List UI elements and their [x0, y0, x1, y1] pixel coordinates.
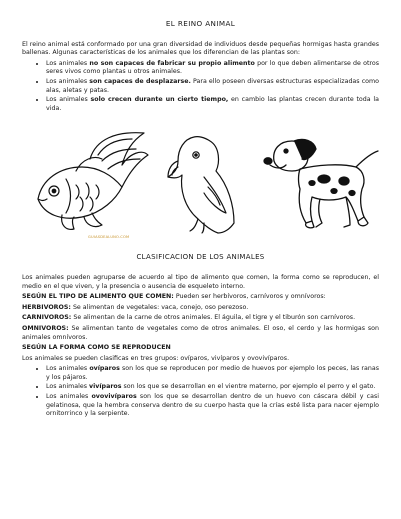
text-segment: Los animales [46, 96, 91, 104]
text-segment: por lo que deben alimentarse de otros seres vivos como plantas u otros animales. [46, 59, 380, 76]
food-type-text: Se alimentan tanto de vegetales como de otros animales. El oso, el cerdo y las hormigas son animales omnívoros. [22, 324, 379, 341]
food-type-label: OMNIVOROS: [22, 324, 69, 332]
animal-illustrations [22, 125, 379, 243]
text-segment: Para ello poseen diversas estructuras especializadas como alas, aletas y patas. [46, 77, 379, 94]
text-segment: son los que se desarrollan dentro de un huevo con cáscara débil y casi gelatinosa, que la hembra conserva dentro de su cuerpo hasta que la crías esté lista para nacer ejemplo ornitorrinco y la serpiente. [46, 393, 379, 418]
reproduction-item [46, 365, 379, 382]
reproduction-list [22, 365, 379, 419]
reproduction-heading: SEGÚN LA FORMA COMO SE REPRODUCEN [22, 344, 171, 352]
food-type-text: Se alimentan de vegetales: vaca, conejo, oso perezoso. [70, 303, 249, 311]
food-type-omnivoros [22, 325, 379, 342]
text-segment: en cambio las plantas crecen durante toda la vida. [46, 96, 379, 112]
text-segment: Los animales [46, 59, 90, 67]
text-segment: Los animales [46, 365, 90, 373]
food-type-text: Se alimentan de la carne de otros animales. El águila, el tigre y el tiburón son carnívoros. [71, 314, 356, 322]
bold-segment: son capaces de desplazarse. [89, 77, 191, 85]
text-segment: son los que se reproducen por medio de huevos por ejemplo los peces, las ranas y los pájaros. [46, 365, 379, 381]
bold-segment: ovovivíparos [91, 393, 137, 401]
food-text: Pueden ser herbívoros, carnívoros y omnívoros: [173, 293, 326, 301]
page-title: EL REINO ANIMAL [165, 19, 236, 28]
characteristic-item [46, 96, 379, 113]
bird-drawing [164, 133, 240, 237]
bold-segment: solo crecen durante un cierto tiempo, [90, 96, 229, 104]
image-credit: GUIASDEALUNO.COM [88, 235, 130, 240]
reproduction-item [46, 383, 379, 392]
text-segment: Los animales [46, 393, 92, 401]
bold-segment: vivíparos [89, 383, 122, 391]
reproduction-text: Los animales se pueden clasificas en tres grupos: ovíparos, vivíparos y ovovivíparos. [22, 354, 290, 362]
reproduction-item [46, 393, 379, 419]
intro-paragraph: El reino animal está conformado por una gran diversidad de individuos desde pequeñas hormigas hasta grandes ballenas. Algunas características de los animales que los diferencian de las plantas son: [22, 40, 379, 57]
food-type-herbivoros [22, 304, 379, 313]
bold-segment: ovíparos [89, 365, 120, 373]
text-segment: son los que se desarrollan en el vientre materno, por ejemplo el perro y el gato. [121, 383, 376, 391]
food-heading: SEGÚN EL TIPO DE ALIMENTO QUE COMEN: [22, 293, 174, 301]
food-heading-line [22, 293, 379, 302]
food-type-label: HERBIVOROS: [22, 303, 71, 311]
food-type-carnivoros [22, 314, 379, 323]
classification-intro: Los animales pueden agruparse de acuerdo al tipo de alimento que comen, la forma como se reproducen, el medio en el que viven, y la presencia o ausencia de esqueleto interno. [22, 273, 379, 290]
dog-drawing [260, 135, 380, 235]
characteristic-item [46, 60, 379, 77]
characteristic-item [46, 78, 379, 95]
bold-segment: no son capaces de fabricar su propio alimento [89, 59, 255, 67]
text-segment: Los animales [46, 383, 90, 391]
classification-title: CLASIFICACION DE LOS ANIMALES [136, 253, 265, 262]
text-segment: Los animales [46, 77, 90, 85]
food-type-label: CARNIVOROS: [22, 314, 72, 322]
fish-drawing [32, 129, 150, 233]
characteristics-list [22, 60, 379, 114]
